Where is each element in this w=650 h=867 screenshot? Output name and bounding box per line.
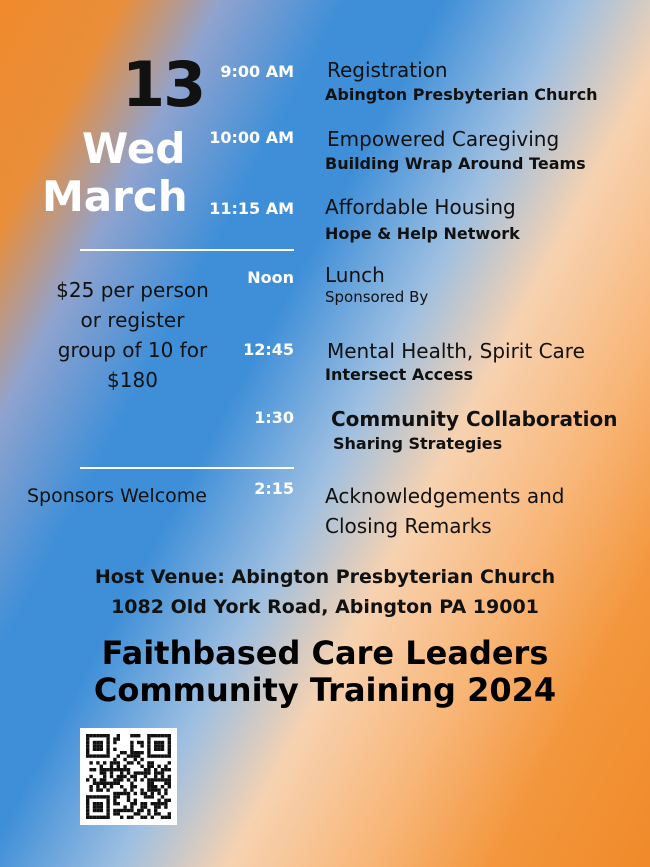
schedule-time: 10:00 AM bbox=[209, 128, 294, 147]
sponsors-welcome: Sponsors Welcome bbox=[27, 485, 207, 507]
session-subtitle: Building Wrap Around Teams bbox=[325, 154, 586, 173]
session-title: Registration bbox=[327, 58, 448, 82]
session-title: Empowered Caregiving bbox=[327, 127, 560, 151]
host-venue: Host Venue: Abington Presbyterian Church bbox=[94, 566, 556, 588]
event-title-line2: Community Training 2024 bbox=[93, 671, 557, 709]
session-subtitle: Sponsored By bbox=[325, 288, 429, 306]
session-title: Affordable Housing bbox=[325, 195, 516, 219]
pricing-line: $25 per person bbox=[56, 278, 209, 302]
schedule-time: 2:15 bbox=[254, 479, 294, 498]
schedule-time: 11:15 AM bbox=[209, 199, 294, 218]
session-title: Mental Health, Spirit Care bbox=[327, 339, 585, 363]
session-title-line2: Closing Remarks bbox=[325, 514, 492, 538]
divider-top bbox=[80, 249, 294, 251]
divider-bottom bbox=[80, 467, 294, 469]
qr-code-icon[interactable] bbox=[80, 728, 177, 825]
session-title: Lunch bbox=[325, 263, 385, 287]
event-day: 13 bbox=[122, 48, 205, 121]
pricing-line: $180 bbox=[107, 368, 158, 392]
pricing-info bbox=[30, 275, 235, 395]
event-weekday: Wed bbox=[82, 124, 186, 173]
event-title-line1: Faithbased Care Leaders bbox=[101, 634, 549, 672]
pricing-line: group of 10 for bbox=[57, 338, 208, 362]
event-month: March bbox=[42, 172, 188, 221]
session-subtitle: Sharing Strategies bbox=[333, 434, 503, 453]
qr-code-graphic bbox=[80, 728, 177, 825]
session-subtitle: Hope & Help Network bbox=[325, 224, 520, 243]
schedule-time: 12:45 bbox=[243, 340, 294, 359]
session-title: Acknowledgements and bbox=[325, 484, 565, 508]
schedule-time: 9:00 AM bbox=[220, 62, 294, 81]
session-title: Community Collaboration bbox=[331, 407, 618, 431]
pricing-line: or register bbox=[80, 308, 185, 332]
schedule-time: Noon bbox=[247, 268, 294, 287]
session-subtitle: Abington Presbyterian Church bbox=[325, 85, 598, 104]
venue-address: 1082 Old York Road, Abington PA 19001 bbox=[111, 596, 539, 618]
session-subtitle: Intersect Access bbox=[325, 365, 474, 384]
schedule-time: 1:30 bbox=[254, 408, 294, 427]
